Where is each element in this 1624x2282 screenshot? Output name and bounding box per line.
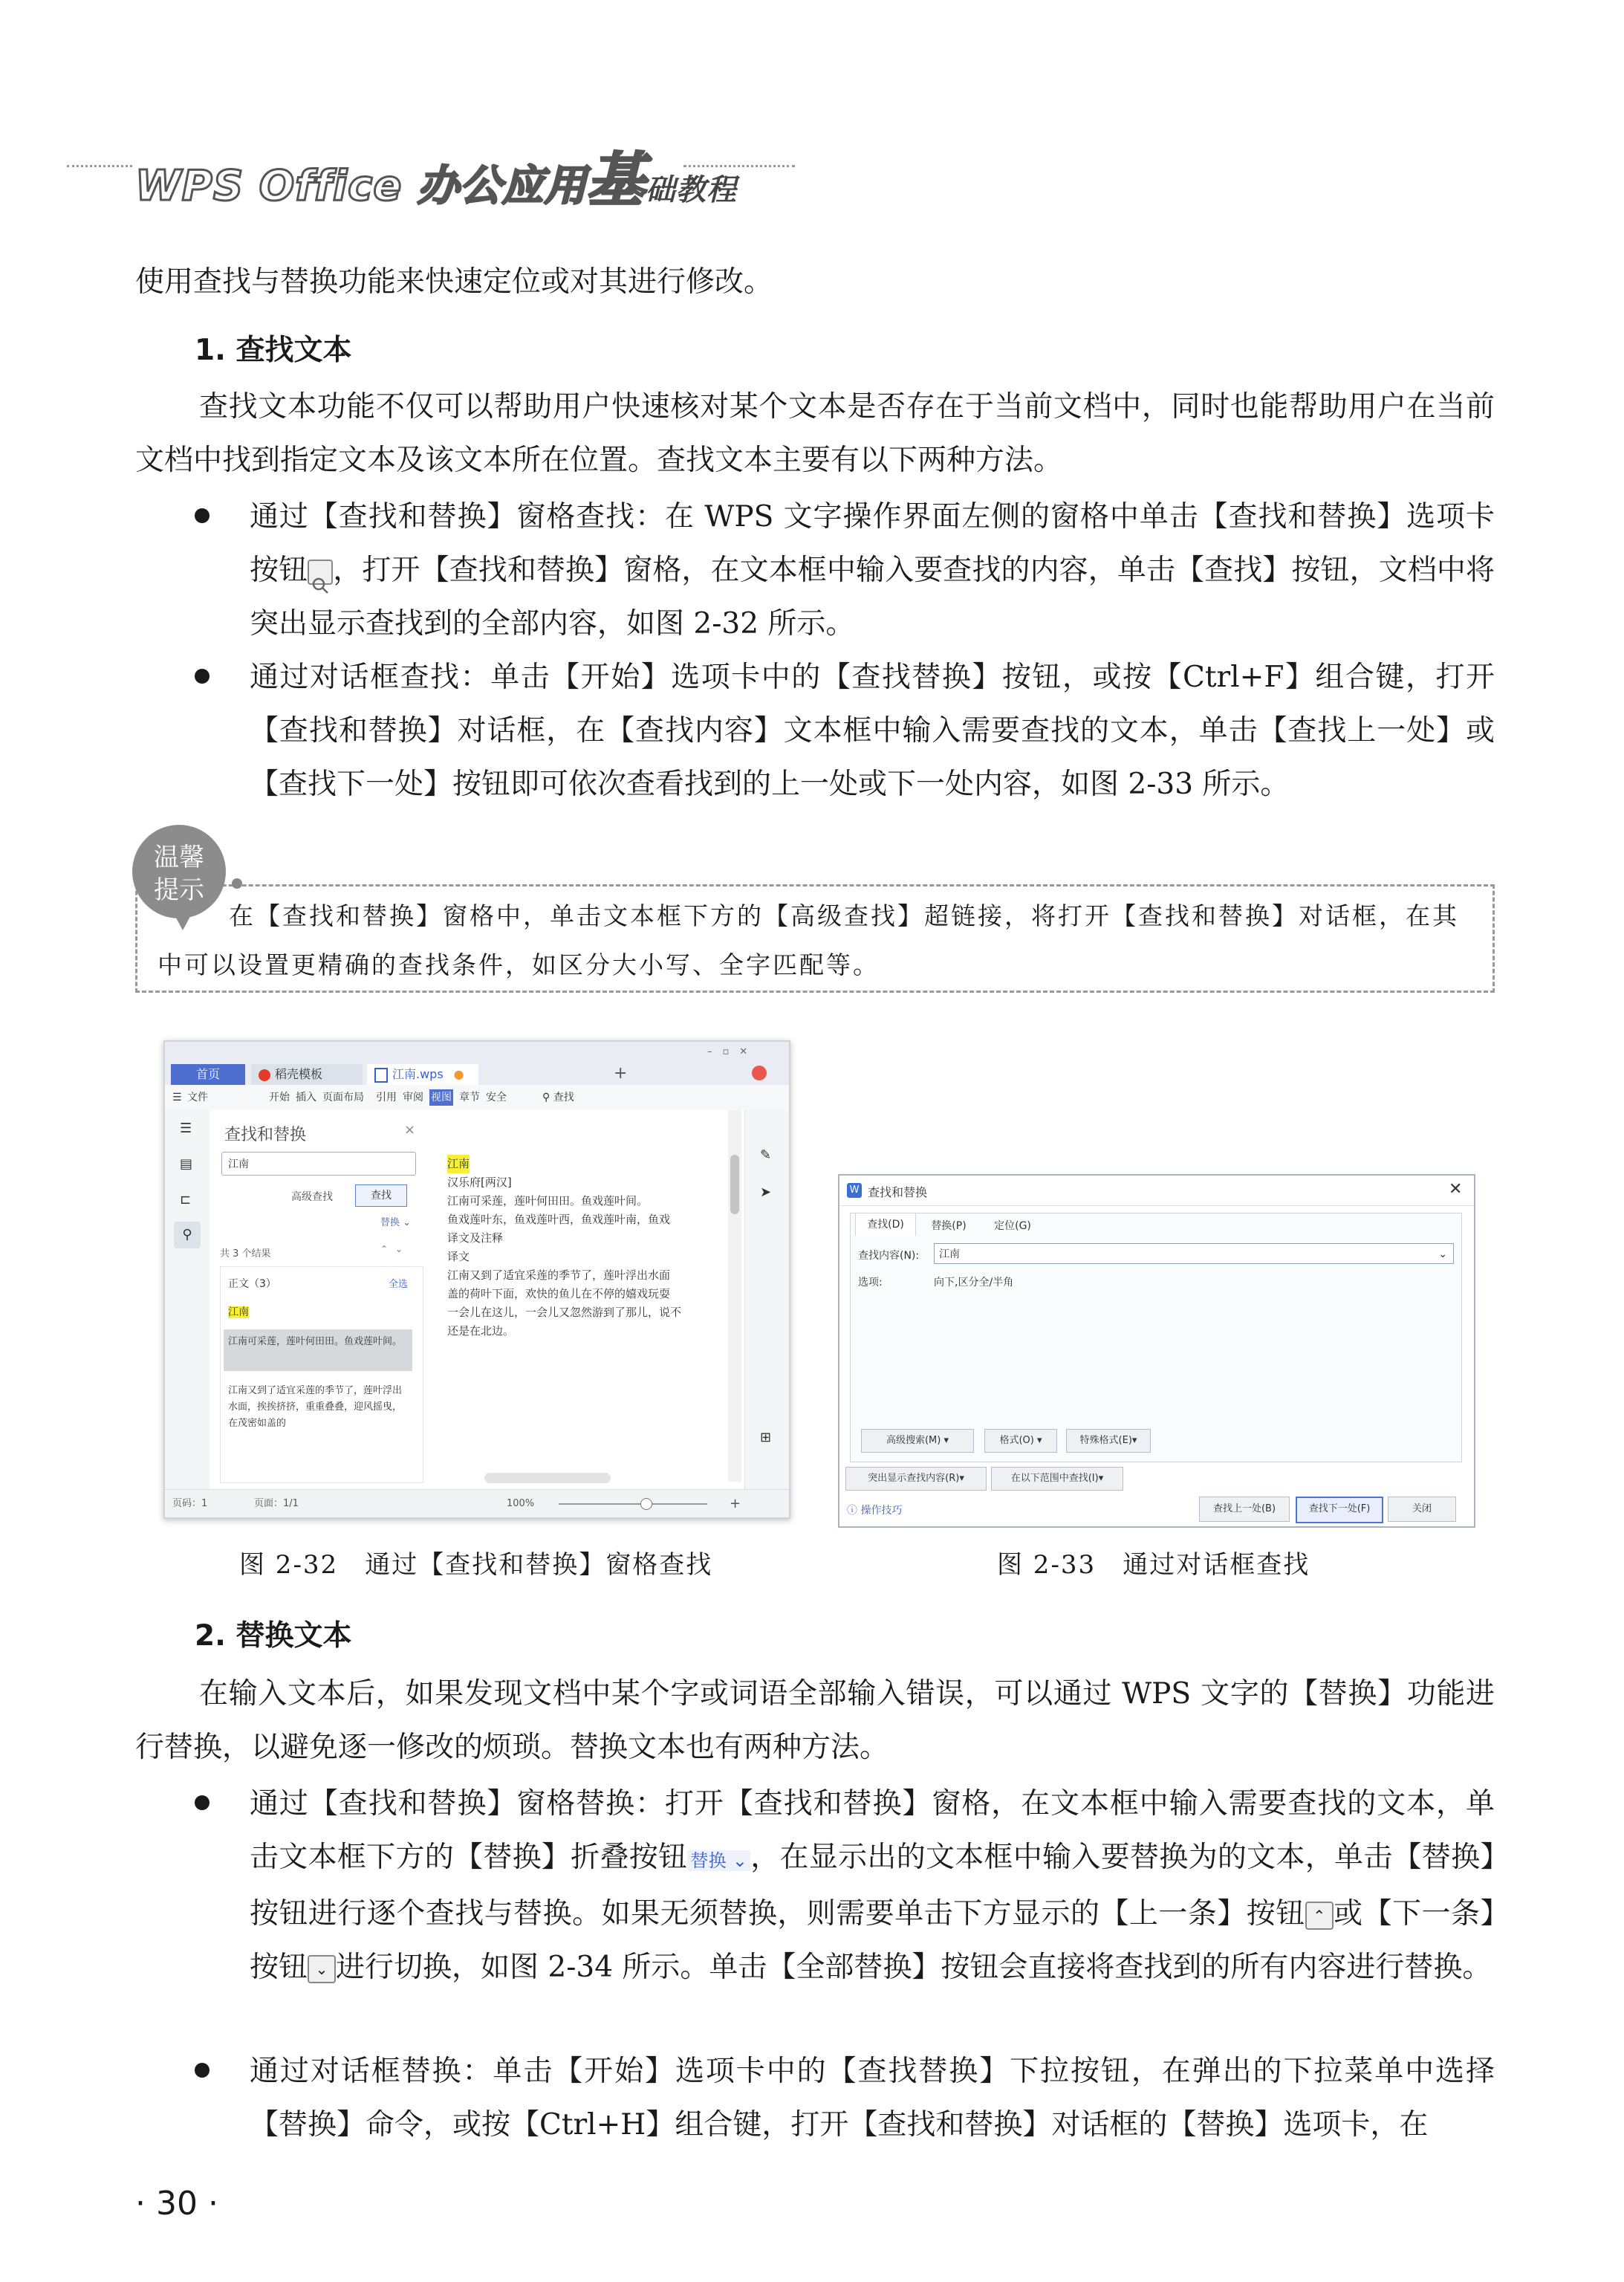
pane-search-input[interactable]: 江南 xyxy=(221,1152,416,1176)
tip-connector-dot xyxy=(232,878,242,889)
advanced-search-button[interactable]: 高级搜索(M) ▾ xyxy=(861,1429,974,1453)
dialog-title-bar xyxy=(839,1176,1474,1206)
menu-view[interactable]: 视图 xyxy=(429,1089,453,1106)
section2-paragraph: 在输入文本后，如果发现文档中某个字或词语全部输入错误，可以通过 WPS 文字的【替换】功能进行替换，以避免逐一修改的烦琐。替换文本也有两种方法。 xyxy=(135,1677,1495,1764)
menu-security[interactable]: 安全 xyxy=(486,1092,507,1103)
search-icon: ⚲ xyxy=(542,1092,550,1103)
section2-bullet1-part-b: ，在显示出的文本框中输入要替换为的文本，单击【替换】按钮进行逐个查找与替换。如果无须替换，则需要单击下方显示的【上一条】按钮 xyxy=(250,1841,1495,1931)
pane-title: 查找和替换 xyxy=(224,1126,307,1144)
intro-paragraph: 使用查找与替换功能来快速定位或对其进行修改。 xyxy=(135,265,773,299)
doc-line: 译文 xyxy=(447,1250,470,1263)
unsaved-dot-icon: ● xyxy=(453,1067,464,1081)
doc-line: 一会儿在这儿，一会儿又忽然游到了那儿，说不 xyxy=(447,1306,682,1319)
document-text xyxy=(447,1155,681,1341)
result-item-selected[interactable]: 江南可采莲，莲叶何田田。鱼戏莲叶间。 xyxy=(224,1329,412,1371)
doc-line: 鱼戏莲叶东，鱼戏莲叶西，鱼戏莲叶南，鱼戏 xyxy=(447,1213,671,1226)
cursor-icon[interactable]: ➤ xyxy=(760,1184,772,1200)
status-page-count: 页面：1/1 xyxy=(254,1498,299,1509)
toolbar-search-label: 查找 xyxy=(553,1092,574,1103)
hamburger-icon[interactable]: ☰ xyxy=(172,1092,182,1103)
pages-icon[interactable]: ▤ xyxy=(180,1156,193,1172)
zoom-slider[interactable] xyxy=(559,1503,707,1505)
bullet-dot xyxy=(195,1795,210,1810)
menu-review[interactable]: 审阅 xyxy=(403,1092,423,1103)
tab-document[interactable] xyxy=(367,1064,478,1085)
section2-bullet1-part-c: 或【下一条】按钮 xyxy=(250,1897,1495,1984)
section1-bullet1 xyxy=(250,490,1495,651)
figure-2-32-caption: 图 2-32 通过【查找和替换】窗格查找 xyxy=(239,1550,713,1580)
book-title-big: 基 xyxy=(586,147,646,214)
search-scope-label: 在以下范围中查找(I) xyxy=(1010,1473,1099,1484)
menu-insert[interactable]: 插入 xyxy=(296,1092,316,1103)
doc-line: 江南 xyxy=(447,1155,470,1173)
find-next-button[interactable]: 查找下一处(F) xyxy=(1296,1497,1383,1523)
status-bar xyxy=(165,1489,789,1518)
pen-icon[interactable]: ✎ xyxy=(760,1147,772,1163)
operation-tips-label: 操作技巧 xyxy=(860,1505,903,1517)
left-icon-rail xyxy=(165,1110,210,1489)
info-icon: ⓘ xyxy=(847,1505,861,1517)
vertical-scrollbar[interactable] xyxy=(728,1110,741,1482)
status-page-number: 页码：1 xyxy=(172,1498,208,1509)
bullet-dot xyxy=(195,669,210,684)
tab-document-label: 江南.wps xyxy=(392,1067,444,1081)
figure-2-32-screenshot xyxy=(163,1040,790,1519)
section2-bullet2: 通过对话框替换：单击【开始】选项卡中的【查找替换】下拉按钮，在弹出的下拉菜单中选择【替换】命令，或按【Ctrl+H】组合键，打开【查找和替换】对话框的【替换】选项卡，在 xyxy=(250,2055,1495,2142)
menu-bar xyxy=(165,1085,789,1111)
menu-layout[interactable]: 页面布局 xyxy=(322,1092,364,1103)
tab-home[interactable]: 首页 xyxy=(171,1064,245,1085)
tab-goto[interactable]: 定位(G) xyxy=(994,1220,1031,1232)
doc-line: 译文及注释 xyxy=(447,1231,504,1245)
grid-icon[interactable]: ⊞ xyxy=(760,1430,772,1445)
tab-find[interactable]: 查找(D) xyxy=(855,1213,916,1236)
doc-line: 江南又到了适宜采莲的季节了，莲叶浮出水面 xyxy=(447,1268,671,1282)
section2-heading: 2. 替换文本 xyxy=(195,1619,352,1653)
find-replace-pane xyxy=(210,1110,433,1489)
dialog-tab-panel xyxy=(850,1213,1462,1462)
advanced-find-link[interactable]: 高级查找 xyxy=(291,1191,333,1203)
menu-reference[interactable]: 引用 xyxy=(376,1092,397,1103)
next-result-icon: ⌄ xyxy=(308,1955,336,1983)
wps-tab-bar xyxy=(165,1042,789,1085)
right-tool-rail xyxy=(744,1110,790,1489)
replace-toggle-label: 替换 xyxy=(380,1217,400,1228)
result-count: 共 3 个结果 xyxy=(220,1248,271,1260)
find-previous-button[interactable]: 查找上一处(B) xyxy=(1199,1497,1290,1522)
document-canvas xyxy=(432,1110,744,1489)
options-value: 向下,区分全/半角 xyxy=(934,1277,1014,1289)
section1-bullet1-part-b: ，打开【查找和替换】窗格，在文本框中输入要查找的内容，单击【查找】按钮，文档中将突出显示查找到的全部内容，如图 2-32 所示。 xyxy=(250,554,1495,641)
find-content-input[interactable] xyxy=(934,1243,1454,1264)
section2-bullet1-part-a: 通过【查找和替换】窗格替换：打开【查找和替换】窗格，在文本框中输入需要查找的文本，单击文本框下方的【替换】折叠按钮 xyxy=(250,1787,1495,1874)
chevron-down-icon[interactable]: ⌄ xyxy=(1438,1248,1447,1260)
highlight-found-label: 突出显示查找内容(R) xyxy=(868,1473,960,1484)
book-title-suffix: 础教程 xyxy=(645,173,737,207)
doc-line: 汉乐府[两汉] xyxy=(447,1176,512,1189)
bullet-dot xyxy=(195,2063,210,2078)
find-replace-rail-icon[interactable]: ⚲ xyxy=(174,1222,201,1248)
bookmark-icon[interactable]: ⊏ xyxy=(180,1192,192,1208)
scrollbar-thumb[interactable] xyxy=(730,1155,739,1214)
previous-result-icon: ⌃ xyxy=(1305,1902,1334,1930)
prev-next-icons[interactable]: ⌃⌄ xyxy=(380,1244,411,1254)
document-icon xyxy=(374,1068,388,1083)
dialog-title: 查找和替换 xyxy=(868,1185,928,1199)
section1-heading: 1. 查找文本 xyxy=(195,334,352,367)
find-content-label: 查找内容(N): xyxy=(858,1250,920,1262)
doc-line: 还是在北边。 xyxy=(447,1324,515,1338)
tip-text: 在【查找和替换】窗格中，单击文本框下方的【高级查找】超链接，将打开【查找和替换】对话框，在其中可以设置更精确的查找条件，如区分大小写、全字匹配等。 xyxy=(157,901,1459,979)
find-replace-tab-icon xyxy=(308,560,333,585)
menu-start[interactable]: 开始 xyxy=(269,1092,290,1103)
search-scope-button[interactable]: 在以下范围中查找(I)▾ xyxy=(991,1467,1123,1491)
dialog-close-icon[interactable]: ✕ xyxy=(1449,1180,1463,1199)
section1-paragraph: 查找文本功能不仅可以帮助用户快速核对某个文本是否存在于当前文档中，同时也能帮助用户在当前文档中找到指定文本及该文本所在位置。查找文本主要有以下两种方法。 xyxy=(135,390,1495,477)
menu-file[interactable]: 文件 xyxy=(187,1092,208,1103)
user-avatar[interactable] xyxy=(752,1066,767,1080)
tip-badge-line1: 温馨 xyxy=(154,843,204,872)
pane-close-icon[interactable]: × xyxy=(404,1122,416,1138)
figure-2-33-caption: 图 2-33 通过对话框查找 xyxy=(997,1550,1310,1580)
zoom-level[interactable]: 100% xyxy=(507,1498,535,1509)
result-item-text: 江南 xyxy=(228,1306,249,1318)
advanced-search-label: 高级搜索(M) xyxy=(886,1435,941,1446)
result-item[interactable]: 江南又到了适宜采莲的季节了，莲叶浮出水面，挨挨挤挤，重重叠叠，迎风摇曳，在茂密如盖的 xyxy=(228,1385,403,1429)
results-list xyxy=(220,1266,423,1483)
section1-bullet2: 通过对话框查找：单击【开始】选项卡中的【查找替换】按钮，或按【Ctrl+F】组合键，打开【查找和替换】对话框，在【查找内容】文本框中输入需要查找的文本，单击【查找上一处】或【查找下一处】按钮即可依次查看找到的上一处或下一处内容，如图 2-33 所示。 xyxy=(250,661,1495,801)
wps-logo-icon: W xyxy=(847,1183,862,1198)
chevron-down-icon: ⌄ xyxy=(400,1217,412,1228)
operation-tips-link[interactable] xyxy=(847,1503,902,1517)
close-button[interactable]: 关闭 xyxy=(1388,1497,1456,1522)
select-all-link[interactable]: 全选 xyxy=(389,1279,409,1290)
replace-fold-button-inline: 替换 ⌄ xyxy=(687,1850,750,1871)
header-rule-left xyxy=(67,165,132,167)
section2-bullet1 xyxy=(250,1777,1495,1994)
section2-bullet1-part-d: 进行切换，如图 2-34 所示。单击【全部替换】按钮会直接将查找到的所有内容进行替换。 xyxy=(336,1951,1492,1984)
book-title xyxy=(135,134,737,217)
toolbar-search[interactable] xyxy=(542,1085,574,1110)
header-rule-right xyxy=(683,165,795,167)
tab-replace[interactable]: 替换(P) xyxy=(931,1220,967,1232)
outline-icon[interactable]: ☰ xyxy=(180,1121,192,1136)
result-group-label: 正文（3） xyxy=(228,1278,276,1290)
book-title-prefix: WPS Office 办公应用 xyxy=(135,162,587,210)
options-label: 选项: xyxy=(858,1277,883,1289)
doc-line: 江南可采莲，莲叶何田田。鱼戏莲叶间。 xyxy=(447,1194,649,1208)
zoom-slider-thumb[interactable] xyxy=(640,1498,652,1510)
horizontal-scrollbar[interactable] xyxy=(484,1473,611,1483)
pane-find-button[interactable]: 查找 xyxy=(355,1184,407,1207)
zoom-in-icon[interactable]: + xyxy=(730,1496,741,1511)
replace-fold-label: 替换 xyxy=(690,1850,727,1871)
tab-docer[interactable] xyxy=(251,1064,363,1085)
tip-badge-line2: 提示 xyxy=(154,875,204,905)
find-content-value: 江南 xyxy=(939,1248,960,1260)
section1-bullet1-part-a: 通过【查找和替换】窗格查找：在 WPS 文字操作界面左侧的窗格中单击【查找和替换】选项卡按钮 xyxy=(250,500,1495,587)
result-item[interactable] xyxy=(228,1304,249,1319)
new-tab-plus-icon[interactable]: + xyxy=(614,1064,628,1083)
replace-toggle[interactable] xyxy=(380,1214,411,1228)
bullet-dot xyxy=(195,508,210,523)
figure-2-33-dialog xyxy=(838,1174,1475,1528)
doc-line: 盖的荷叶下面，欢快的鱼儿在不停的嬉戏玩耍 xyxy=(447,1287,671,1300)
docer-icon xyxy=(259,1069,270,1081)
format-label: 格式(O) xyxy=(999,1435,1034,1446)
page-number: · 30 · xyxy=(135,2185,218,2223)
window-controls[interactable]: –▫✕ xyxy=(707,1046,759,1057)
menu-chapter[interactable]: 章节 xyxy=(459,1092,480,1103)
special-format-label: 特殊格式(E) xyxy=(1079,1435,1132,1446)
special-format-button[interactable]: 特殊格式(E)▾ xyxy=(1066,1429,1151,1453)
highlight-found-button[interactable]: 突出显示查找内容(R)▾ xyxy=(845,1467,987,1491)
format-button[interactable]: 格式(O) ▾ xyxy=(984,1429,1057,1453)
tab-docer-label: 稻壳模板 xyxy=(275,1067,323,1081)
